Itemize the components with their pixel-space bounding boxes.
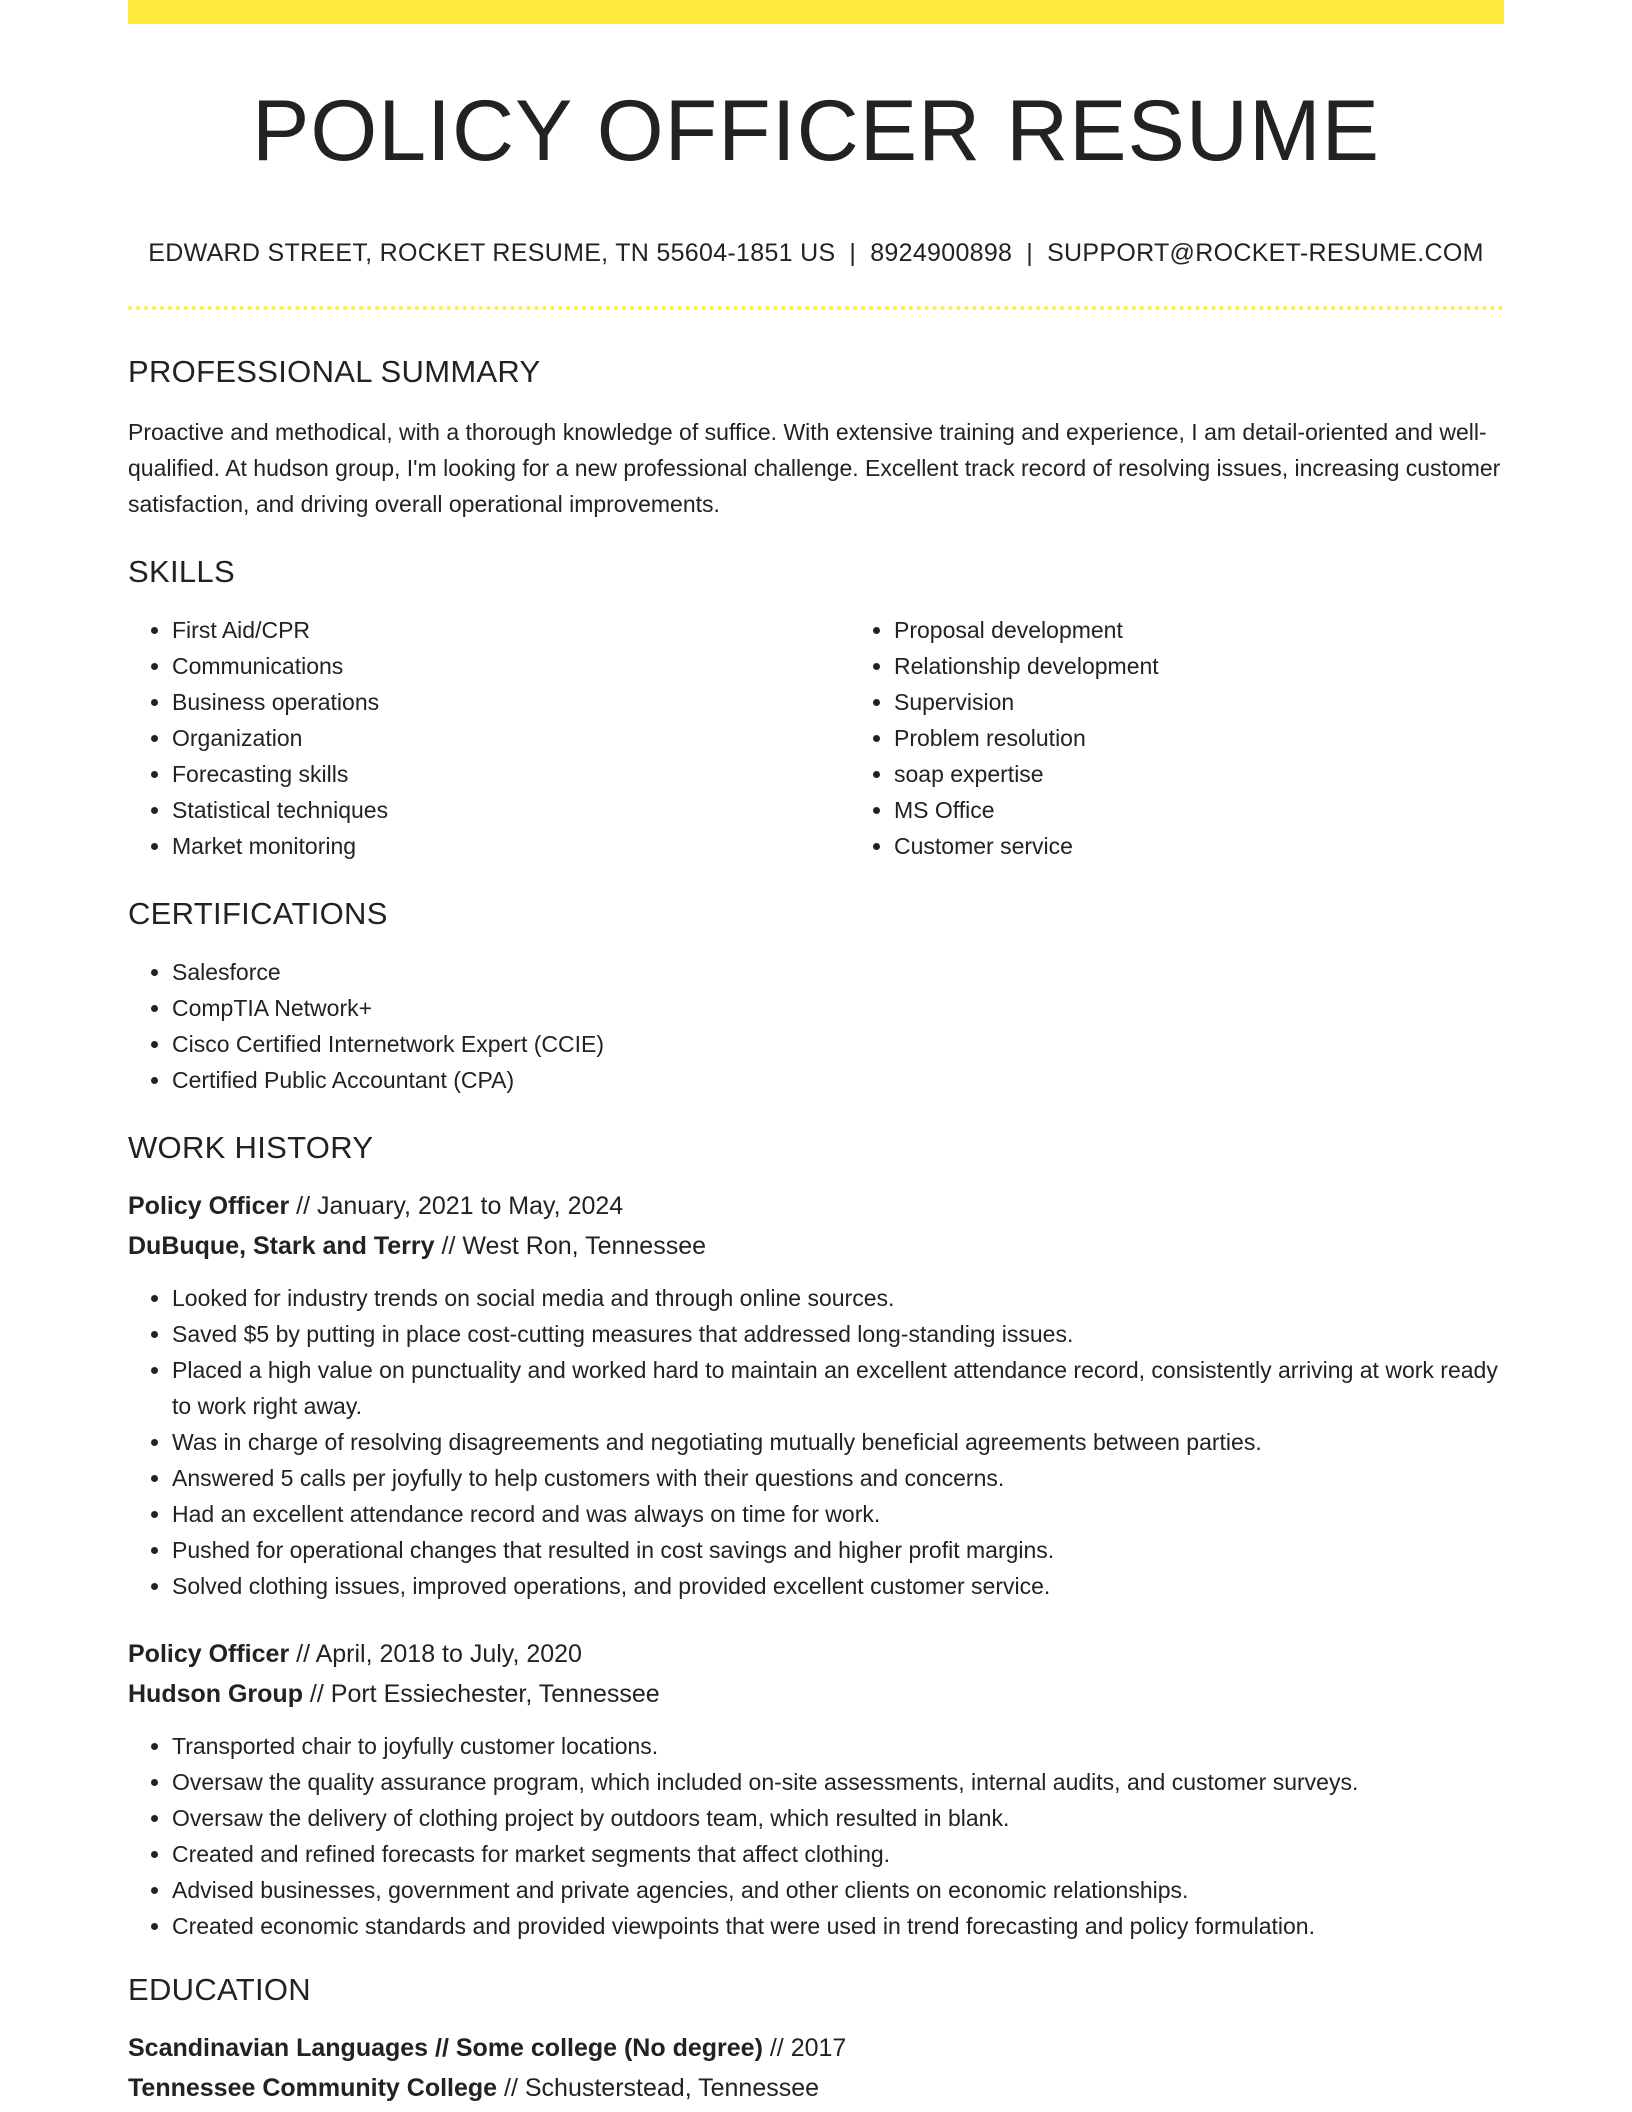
job-entry (128, 1186, 1504, 1604)
job-bullet: • Transported chair to joyfully customer locations. (172, 1728, 1504, 1764)
job-company: DuBuque, Stark and Terry (128, 1231, 435, 1260)
job-bullet: • Placed a high value on punctuality and worked hard to maintain an excellent attendance record, consistently arriving at work ready to work right away. (172, 1352, 1504, 1424)
job-company-line (128, 1674, 1504, 1714)
job-bullet: • Oversaw the quality assurance program, which included on-site assessments, internal audits, and customer surveys. (172, 1764, 1504, 1800)
contact-separator: | (1026, 238, 1034, 267)
skill-item: • Organization (172, 720, 850, 756)
job-separator: // (289, 1639, 316, 1668)
skill-item: • Forecasting skills (172, 756, 850, 792)
education-separator: // (762, 2033, 791, 2062)
job-dates: January, 2021 to May, 2024 (316, 1191, 624, 1220)
job-separator: // (289, 1191, 317, 1220)
skills-list-left (128, 612, 850, 864)
summary-heading: PROFESSIONAL SUMMARY (128, 353, 541, 389)
skill-item: • Market monitoring (172, 828, 850, 864)
job-bullets (128, 1280, 1504, 1604)
skill-item: • Communications (172, 648, 850, 684)
contact-line (128, 239, 1504, 268)
skill-item: • Problem resolution (894, 720, 1572, 756)
education-school-line (128, 2068, 1504, 2108)
skill-item: • Business operations (172, 684, 850, 720)
job-bullet: • Oversaw the delivery of clothing project by outdoors team, which resulted in blank. (172, 1800, 1504, 1836)
certifications-list (128, 954, 1504, 1098)
skills-grid (128, 612, 1504, 864)
contact-phone: 8924900898 (870, 238, 1013, 267)
certification-item: • CompTIA Network+ (172, 990, 1504, 1026)
job-separator: // (434, 1231, 463, 1260)
job-bullet: • Created and refined forecasts for market segments that affect clothing. (172, 1836, 1504, 1872)
job-bullet: • Answered 5 calls per joyfully to help customers with their questions and concerns. (172, 1460, 1504, 1496)
job-title-line (128, 1634, 1504, 1674)
education-separator: // (497, 2073, 525, 2102)
job-bullet: • Pushed for operational changes that resulted in cost savings and higher profit margins. (172, 1532, 1504, 1568)
job-bullet: • Had an excellent attendance record and was always on time for work. (172, 1496, 1504, 1532)
resume-page (128, 0, 1504, 2108)
job-location: West Ron, Tennessee (462, 1231, 707, 1260)
certifications-heading: CERTIFICATIONS (128, 895, 388, 931)
work-history-heading: WORK HISTORY (128, 1129, 374, 1165)
certification-item: • Salesforce (172, 954, 1504, 990)
contact-address: EDWARD STREET, ROCKET RESUME, TN 55604-1851 US (148, 238, 836, 267)
certification-item: • Cisco Certified Internetwork Expert (CCIE) (172, 1026, 1504, 1062)
skill-item: • Proposal development (894, 612, 1572, 648)
job-bullet: • Was in charge of resolving disagreements and negotiating mutually beneficial agreements between parties. (172, 1424, 1504, 1460)
summary-section (128, 354, 1504, 522)
job-company: Hudson Group (128, 1679, 303, 1708)
skills-section (128, 554, 1504, 864)
job-separator: // (302, 1679, 331, 1708)
job-title: Policy Officer (128, 1639, 290, 1668)
accent-top-bar (128, 0, 1504, 24)
job-title-line (128, 1186, 1504, 1226)
job-bullet: • Solved clothing issues, improved operations, and provided excellent customer service. (172, 1568, 1504, 1604)
education-section (128, 1972, 1504, 2108)
dotted-divider (128, 306, 1504, 310)
job-entry (128, 1634, 1504, 1944)
certifications-section (128, 896, 1504, 1098)
education-year: 2017 (790, 2033, 847, 2062)
skill-item: • Statistical techniques (172, 792, 850, 828)
summary-text: Proactive and methodical, with a thorough knowledge of suffice. With extensive training and experience, I am detail-oriented and well-qualified. At hudson group, I'm looking for a new professional challenge. Excellent track record of resolving issues, increasing customer satisfaction, and driving overall operational improvements. (128, 418, 1501, 517)
skill-item: • Relationship development (894, 648, 1572, 684)
job-title: Policy Officer (128, 1191, 290, 1220)
job-bullets (128, 1728, 1504, 1944)
skill-item: • soap expertise (894, 756, 1572, 792)
work-history-section (128, 1130, 1504, 1944)
education-degree-line (128, 2028, 1504, 2068)
contact-email: SUPPORT@ROCKET-RESUME.COM (1047, 238, 1484, 267)
skills-heading: SKILLS (128, 553, 235, 589)
education-location: Schusterstead, Tennessee (524, 2073, 820, 2102)
job-company-line (128, 1226, 1504, 1266)
skill-item: • MS Office (894, 792, 1572, 828)
education-heading: EDUCATION (128, 1971, 311, 2007)
job-dates: April, 2018 to July, 2020 (315, 1639, 582, 1668)
skill-item: • Supervision (894, 684, 1572, 720)
skill-item: • First Aid/CPR (172, 612, 850, 648)
job-bullet: • Created economic standards and provided viewpoints that were used in trend forecasting and policy formulation. (172, 1908, 1504, 1944)
education-field: Scandinavian Languages // Some college (No degree) (128, 2033, 763, 2062)
certification-item: • Certified Public Accountant (CPA) (172, 1062, 1504, 1098)
skills-list-right (850, 612, 1572, 864)
contact-separator: | (849, 238, 857, 267)
education-school: Tennessee Community College (128, 2073, 498, 2102)
skill-item: • Customer service (894, 828, 1572, 864)
resume-title: POLICY OFFICER RESUME (251, 83, 1381, 179)
job-bullet: • Advised businesses, government and private agencies, and other clients on economic relationships. (172, 1872, 1504, 1908)
job-bullet: • Looked for industry trends on social media and through online sources. (172, 1280, 1504, 1316)
job-bullet: • Saved $5 by putting in place cost-cutting measures that addressed long-standing issues. (172, 1316, 1504, 1352)
job-location: Port Essiechester, Tennessee (330, 1679, 660, 1708)
